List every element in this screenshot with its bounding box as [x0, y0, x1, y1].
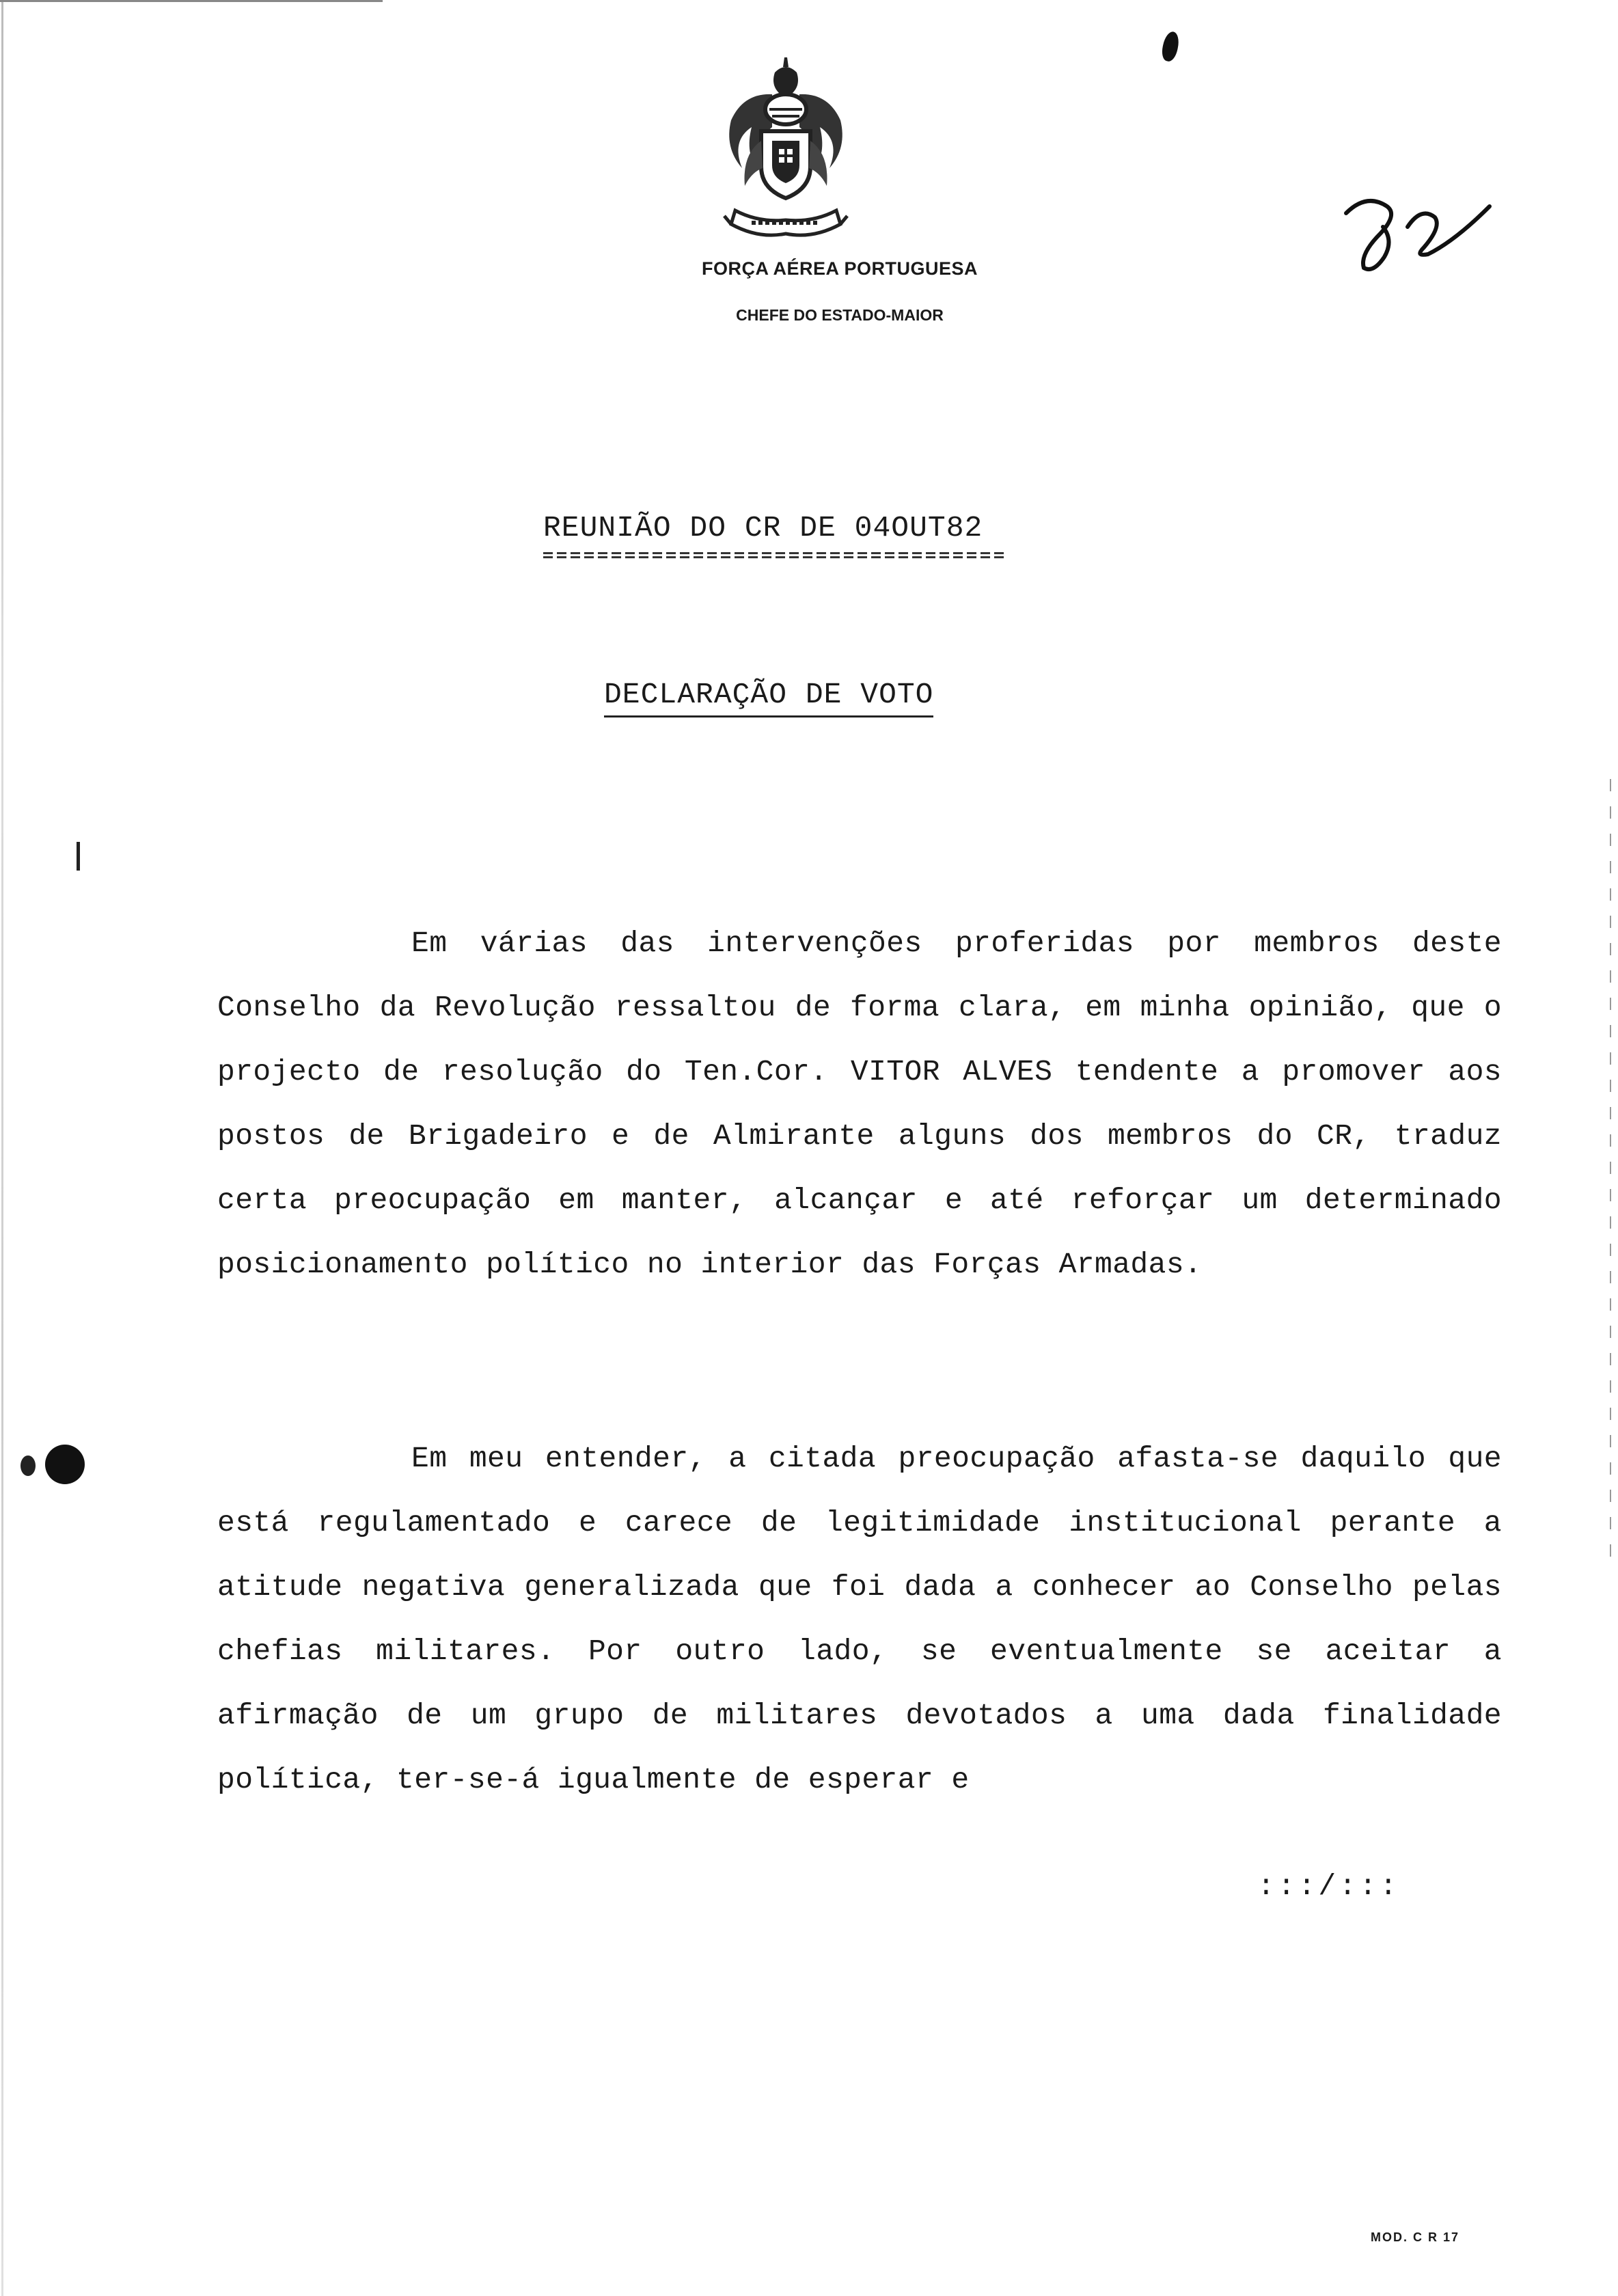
meeting-title-underline [543, 552, 1004, 562]
office-name: CHEFE DO ESTADO-MAIOR [736, 306, 944, 324]
meeting-title: REUNIÃO DO CR DE 04OUT82 [543, 511, 983, 545]
paragraph-2: Em meu entender, a citada preocupação afasta-se daquilo que está regulamentado e carece de legitimidade institucional perante a atitude negativa generalizada que foi dada a conhecer ao Conselho pelas chefias militares. Por outro lado, se eventualmente se aceitar a afirmação de um grupo de militares devotados a uma dada finalidade política, ter-se-á igualmente de esperar e [217, 1442, 1502, 1796]
organization-name: FORÇA AÉREA PORTUGUESA [701, 258, 978, 279]
paragraph-1: Em várias das intervenções proferidas por membros deste Conselho da Revolução ressaltou de forma clara, em minha opinião, que o projecto de resolução do Ten.Cor. VITOR ALVES tendente a promover aos postos de Brigadeiro e de Almirante alguns dos membros do CR, traduz certa preocupação em manter, alcançar e até reforçar um determinado posicionamento político no interior das Forças Armadas. [217, 927, 1502, 1281]
form-code: MOD. C R 17 [1371, 2230, 1460, 2244]
document-heading: DECLARAÇÃO DE VOTO [604, 678, 933, 718]
scan-top-edge [0, 0, 383, 2]
scan-right-edge [1610, 779, 1611, 1565]
hole-punch [45, 1445, 85, 1484]
hole-punch-shadow [20, 1456, 36, 1476]
ink-smudge [1160, 30, 1181, 63]
continuation-mark: :::/::: [1257, 1870, 1400, 1903]
scan-edge [1, 0, 3, 2296]
handwritten-page-number [1339, 186, 1496, 275]
coat-of-arms-icon [704, 52, 868, 250]
margin-mark [77, 842, 80, 871]
